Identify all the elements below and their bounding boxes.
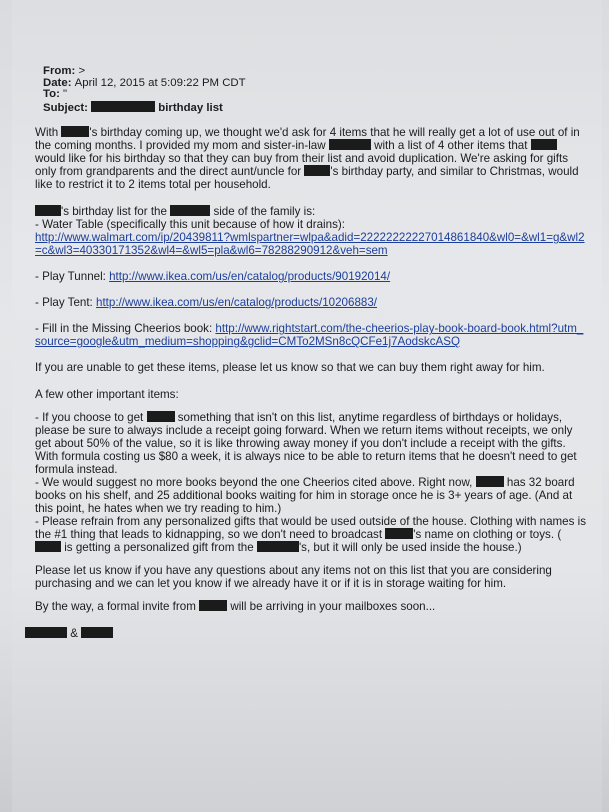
intro-paragraph xyxy=(35,126,587,191)
invite-paragraph xyxy=(35,600,587,613)
list-item-play-tent xyxy=(35,296,587,309)
redaction-box xyxy=(35,541,61,552)
redaction-box xyxy=(35,205,61,216)
point-receipts xyxy=(35,411,587,476)
email-body xyxy=(35,66,587,640)
item-label: - Fill in the Missing Cheerios book: xyxy=(35,322,216,336)
item-label: - Play Tent: xyxy=(35,296,97,310)
text-run: 's birthday party, and similar to Christmas, would like to restrict it to 2 items total per household. xyxy=(35,165,579,192)
redaction-box xyxy=(91,101,155,112)
text-run: with a list of 4 other items that xyxy=(374,139,528,153)
text-run: 's birthday coming up, we thought we'd ask for 4 items that he will really get a lot of use out of in the coming months. I provided my mom and sister-in-law xyxy=(35,126,580,153)
redaction-box xyxy=(329,139,371,150)
point-books xyxy=(35,476,587,515)
redaction-box xyxy=(25,627,67,638)
point-personalized xyxy=(35,515,587,554)
redaction-box xyxy=(304,165,330,176)
text-run: - We would suggest no more books beyond the one Cheerios cited above. Right now, xyxy=(35,476,473,490)
text-run: 's name on clothing or toys. xyxy=(413,528,555,542)
redaction-box xyxy=(199,600,227,611)
from-label: From: xyxy=(43,65,76,77)
text-run: - If you choose to get xyxy=(35,411,144,425)
text-run: By the way, a formal invite from xyxy=(35,600,196,614)
subject-line xyxy=(43,101,587,115)
item-label: - Play Tunnel: xyxy=(35,270,110,284)
redaction-box xyxy=(385,528,413,539)
to-value: " xyxy=(63,88,68,101)
date-label: Date: xyxy=(43,76,72,89)
item-label: - Water Table (specifically this unit because of how it drains): xyxy=(35,218,345,232)
redaction-box xyxy=(147,411,175,422)
text-run: has 32 board books on his shelf, and 25 additional books waiting for him in storage once he is 3+ years of age. (And at this point, he hates when we try reading to him.) xyxy=(35,476,575,516)
play-tent-link[interactable]: http://www.ikea.com/us/en/catalog/products/10206883/ xyxy=(96,296,378,310)
list-intro xyxy=(35,205,587,218)
redaction-box xyxy=(61,126,89,137)
from-value: > xyxy=(78,65,86,77)
questions-paragraph: Please let us know if you have any questions about any items not on this list that you are considering purchasing and we can let you know if we already have it or if it is in storage waiting for him. xyxy=(35,564,552,591)
water-table-link[interactable]: http://www.walmart.com/ip/20439811?wmlspartner=wlpa&adid=22222222227014861840&wl0=&wl1=g&wl2=c&wl3=40330171352&wl4=&wl5=pla&wl6=78288290912&veh=sem xyxy=(35,231,585,258)
cheerios-book-link[interactable]: http://www.rightstart.com/the-cheerios-play-book-board-book.html?utm_source=google&utm_medium=shopping&gclid=CMTo2MSn8cQCFe1j7AodskcASQ xyxy=(35,322,584,349)
date-line xyxy=(43,78,587,90)
text-run: would like for his birthday so that they can buy from their list and avoid duplication. We're asking for gifts only from grandparents and the direct aunt/uncle for xyxy=(35,152,569,179)
redaction-box xyxy=(476,476,504,487)
to-label: To: xyxy=(43,88,60,101)
redaction-box xyxy=(81,627,113,638)
list-item-play-tunnel xyxy=(35,270,587,283)
list-item-water-table xyxy=(35,218,587,257)
text-run: 's birthday list for the xyxy=(61,205,167,219)
list-item-cheerios-book xyxy=(35,322,587,348)
redaction-box xyxy=(257,541,299,552)
text-run: With xyxy=(35,126,59,140)
text-run: ( xyxy=(557,528,562,542)
signature-ampersand: & xyxy=(70,627,78,641)
unable-paragraph: If you are unable to get these items, please let us know so that we can buy them right away for him. xyxy=(35,361,545,375)
text-run: side of the family is: xyxy=(213,205,316,219)
subject-value: birthday list xyxy=(158,101,223,114)
signature xyxy=(25,627,587,640)
text-run: 's, but it will only be used inside the house.) xyxy=(298,541,522,555)
text-run: - Please refrain from any personalized gifts that would be used outside of the house. Clothing with names is the #1 thing that leads to kidnapping, so we don't need to broadcast xyxy=(35,515,587,542)
text-run: is getting a personalized gift from the xyxy=(64,541,254,555)
redaction-box xyxy=(170,205,210,216)
text-run: will be arriving in your mailboxes soon... xyxy=(230,600,436,614)
play-tunnel-link[interactable]: http://www.ikea.com/us/en/catalog/products/90192014/ xyxy=(109,270,391,284)
few-items-heading: A few other important items: xyxy=(35,388,179,402)
subject-label: Subject: xyxy=(43,101,88,114)
to-line xyxy=(43,89,587,101)
text-run: something that isn't on this list, anytime regardless of birthdays or holidays, please be sure to always include a receipt going forward. When we return items without receipts, we only get about 50% of the value, so it is like throwing away money if you don't include a receipt with the gifts. With formula costing us $80 a week, it is always nice to be able to return items that he doesn't need to get formula instead. xyxy=(35,411,577,477)
redaction-box xyxy=(531,139,557,150)
date-value: April 12, 2015 at 5:09:22 PM CDT xyxy=(74,76,246,89)
